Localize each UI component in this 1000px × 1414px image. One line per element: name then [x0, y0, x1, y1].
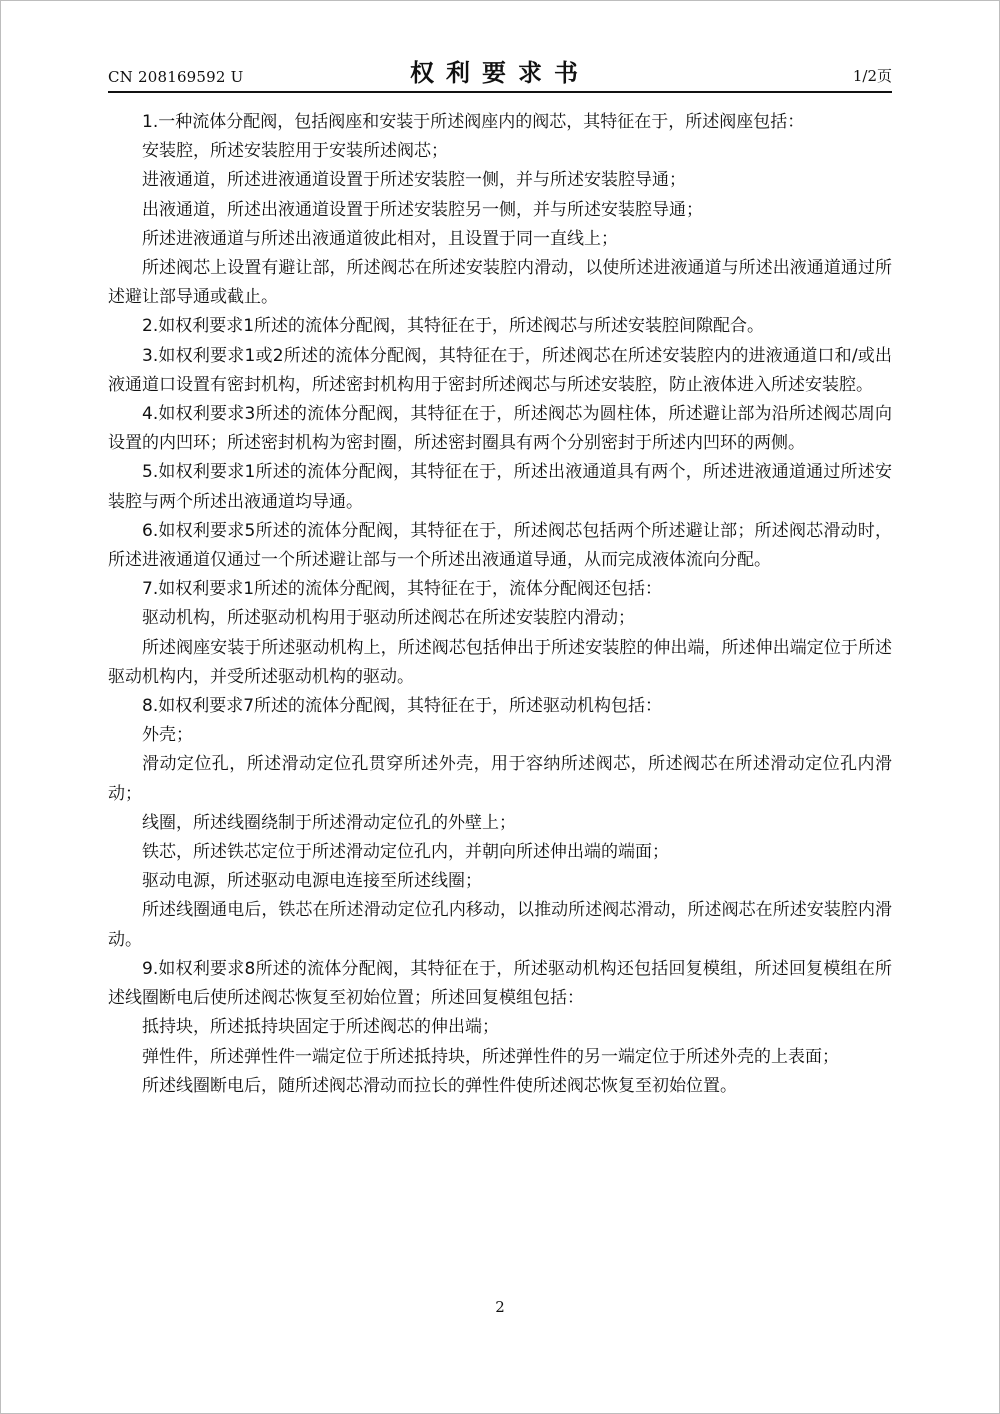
claim-paragraph: 所述阀芯上设置有避让部，所述阀芯在所述安装腔内滑动，以使所述进液通道与所述出液通道通过所述避让部导通或截止。 — [108, 258, 892, 308]
claim-paragraph: 所述进液通道与所述出液通道彼此相对，且设置于同一直线上； — [142, 228, 618, 249]
claim-paragraph: 所述线圈通电后，铁芯在所述滑动定位孔内移动，以推动所述阀芯滑动，所述阀芯在所述安装腔内滑动。 — [108, 900, 892, 950]
claim-paragraph: 抵持块，所述抵持块固定于所述阀芯的伸出端； — [142, 1017, 499, 1038]
claim-paragraph: 2.如权利要求1所述的流体分配阀，其特征在于，所述阀芯与所述安装腔间隙配合。 — [142, 316, 765, 337]
claim-paragraph: 驱动机构，所述驱动机构用于驱动所述阀芯在所述安装腔内滑动； — [142, 608, 635, 629]
claim-paragraph: 所述线圈断电后，随所述阀芯滑动而拉长的弹性件使所述阀芯恢复至初始位置。 — [142, 1075, 737, 1096]
claim-paragraph: 线圈，所述线圈绕制于所述滑动定位孔的外壁上； — [142, 812, 516, 833]
page-header — [108, 56, 892, 90]
claim-paragraph: 4.如权利要求3所述的流体分配阀，其特征在于，所述阀芯为圆柱体，所述避让部为沿所述阀芯周向设置的内凹环；所述密封机构为密封圈，所述密封圈具有两个分别密封于所述内凹环的两侧。 — [108, 404, 892, 454]
claim-paragraph: 3.如权利要求1或2所述的流体分配阀，其特征在于，所述阀芯在所述安装腔内的进液通道口和/或出液通道口设置有密封机构，所述密封机构用于密封所述阀芯与所述安装腔，防止液体进入所述安装腔。 — [108, 345, 892, 395]
claim-paragraph: 9.如权利要求8所述的流体分配阀，其特征在于，所述驱动机构还包括回复模组，所述回复模组在所述线圈断电后使所述阀芯恢复至初始位置；所述回复模组包括： — [108, 958, 892, 1009]
claim-paragraph: 所述阀座安装于所述驱动机构上，所述阀芯包括伸出于所述安装腔的伸出端，所述伸出端定位于所述驱动机构内，并受所述驱动机构的驱动。 — [108, 637, 892, 687]
claims-body — [108, 108, 892, 1101]
claim-paragraph: 8.如权利要求7所述的流体分配阀，其特征在于，所述驱动机构包括： — [142, 696, 663, 717]
page-indicator: 1/2页 — [852, 67, 892, 85]
claim-paragraph: 驱动电源，所述驱动电源电连接至所述线圈； — [142, 871, 482, 892]
claim-paragraph: 外壳； — [142, 725, 193, 746]
claim-paragraph: 弹性件，所述弹性件一端定位于所述抵持块，所述弹性件的另一端定位于所述外壳的上表面； — [142, 1046, 839, 1067]
publication-number: CN 208169592 U — [108, 68, 244, 86]
page-number: 2 — [495, 1298, 505, 1316]
claim-paragraph: 7.如权利要求1所述的流体分配阀，其特征在于，流体分配阀还包括： — [142, 579, 663, 600]
document-title: 权利要求书 — [410, 58, 590, 87]
claim-paragraph: 出液通道，所述出液通道设置于所述安装腔另一侧，并与所述安装腔导通； — [142, 199, 703, 220]
page-footer — [0, 1298, 1000, 1316]
claim-paragraph: 6.如权利要求5所述的流体分配阀，其特征在于，所述阀芯包括两个所述避让部；所述阀芯滑动时，所述进液通道仅通过一个所述避让部与一个所述出液通道导通，从而完成液体流向分配。 — [108, 520, 892, 571]
claim-paragraph: 铁芯，所述铁芯定位于所述滑动定位孔内，并朝向所述伸出端的端面； — [142, 842, 669, 863]
claim-paragraph: 进液通道，所述进液通道设置于所述安装腔一侧，并与所述安装腔导通； — [142, 170, 686, 191]
claim-paragraph: 滑动定位孔，所述滑动定位孔贯穿所述外壳，用于容纳所述阀芯，所述阀芯在所述滑动定位孔内滑动； — [108, 754, 892, 804]
claim-paragraph: 1.一种流体分配阀，包括阀座和安装于所述阀座内的阀芯，其特征在于，所述阀座包括： — [142, 112, 805, 132]
header-rule — [108, 91, 892, 93]
claim-paragraph: 安装腔，所述安装腔用于安装所述阀芯； — [142, 141, 448, 162]
claim-paragraph: 5.如权利要求1所述的流体分配阀，其特征在于，所述出液通道具有两个，所述进液通道通过所述安装腔与两个所述出液通道均导通。 — [108, 462, 892, 512]
